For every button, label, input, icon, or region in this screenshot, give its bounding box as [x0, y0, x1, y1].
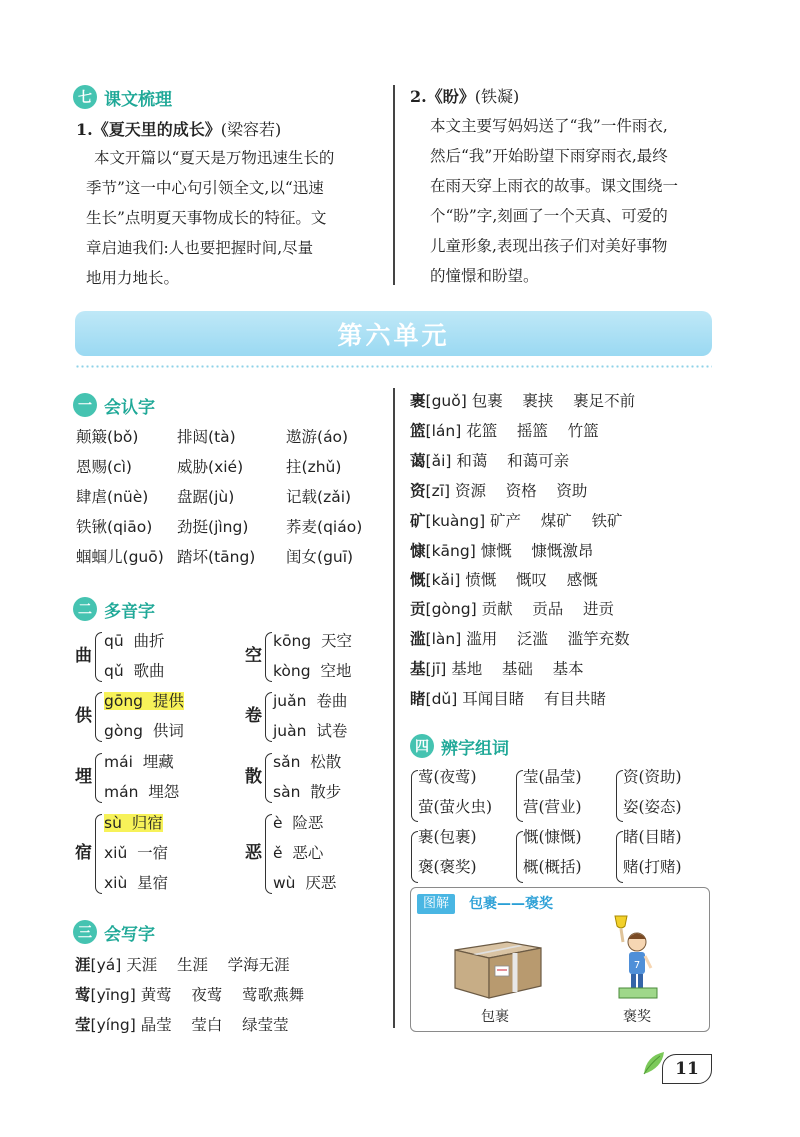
distinguish-item: 赌(打赌) — [623, 858, 682, 876]
polyphone-reading — [273, 868, 336, 898]
polyphone-reading — [273, 626, 352, 656]
word: 曲折 — [133, 632, 165, 650]
word: 荞麦 — [286, 518, 318, 536]
pinyin: è — [273, 814, 283, 832]
pinyin: kōng — [273, 632, 312, 650]
brace — [616, 770, 623, 822]
pinyin: sù — [104, 814, 122, 832]
write-entry: 贡[gòng] 贡献 贡品 进贡 — [410, 600, 614, 618]
pinyin: (bǒ) — [107, 428, 139, 446]
pinyin: (nüè) — [107, 488, 149, 506]
distinguish-item: 裹(包裹) — [418, 828, 477, 846]
illustration-caption: 包裹 — [481, 1009, 509, 1025]
brace — [95, 632, 102, 682]
pinyin: (zǎi) — [317, 488, 352, 506]
words: 晶莹 莹白 绿莹莹 — [140, 1016, 289, 1034]
distinguish-item: 营(营业) — [523, 798, 582, 816]
unit-banner — [75, 311, 712, 356]
brace — [516, 831, 523, 883]
award-icon — [603, 912, 673, 1004]
distinguish-item: 概(概括) — [523, 858, 582, 876]
pinyin: làn — [431, 630, 456, 648]
char: 滥 — [410, 630, 426, 648]
summary-line: 本文主要写妈妈送了“我”一件雨衣, — [430, 117, 668, 135]
brace — [516, 770, 523, 822]
pinyin: yá — [96, 956, 116, 974]
pinyin: xiù — [104, 874, 128, 892]
brace — [411, 770, 418, 822]
words: 包裹 裹挟 裹足不前 — [471, 392, 636, 410]
char: 蔼 — [410, 452, 426, 470]
lesson1-heading — [76, 117, 281, 140]
section-seven-header — [73, 84, 172, 110]
words: 基地 基础 基本 — [451, 660, 584, 678]
recognize-item — [76, 422, 138, 452]
recognize-item — [76, 482, 148, 512]
pinyin: mái — [104, 753, 133, 771]
word: 闺女 — [286, 548, 318, 566]
word: 颠簸 — [76, 428, 108, 446]
pinyin: xiǔ — [104, 844, 128, 862]
section-number-badge: 一 — [73, 393, 97, 417]
recognize-item — [177, 512, 248, 542]
pinyin: dǔ — [431, 690, 452, 708]
lesson2-heading — [410, 84, 519, 107]
polyphone-char: 宿 — [75, 843, 92, 863]
write-entry: 涯[yá] 天涯 生涯 学海无涯 — [75, 956, 290, 974]
polyphone-reading — [104, 716, 184, 746]
section-one-header — [73, 392, 155, 418]
pinyin: gōng — [104, 692, 143, 710]
summary-line: 本文开篇以“夏天是万物迅速生长的 — [94, 149, 335, 167]
char: 资 — [410, 482, 426, 500]
write-entry: 莹[yíng] 晶莹 莹白 绿莹莹 — [75, 1016, 289, 1034]
char: 莹 — [75, 1016, 91, 1034]
recognize-item — [177, 482, 234, 512]
polyphone-reading — [104, 686, 184, 716]
char: 基 — [410, 660, 426, 678]
polyphone-char: 空 — [245, 646, 262, 666]
distinguish-item: 资(资助) — [623, 768, 682, 786]
char: 莺 — [75, 986, 91, 1004]
svg-text:7: 7 — [633, 960, 641, 971]
recognize-item — [76, 512, 152, 542]
word: 威胁 — [177, 458, 209, 476]
section-title: 会写字 — [104, 924, 155, 945]
section-number-badge: 二 — [73, 597, 97, 621]
word: 踏坏 — [177, 548, 209, 566]
polyphone-reading — [273, 777, 341, 807]
word: 天空 — [320, 632, 352, 650]
pinyin: sǎn — [273, 753, 301, 771]
recognize-item — [286, 482, 351, 512]
words: 矿产 煤矿 铁矿 — [490, 512, 623, 530]
recognize-item — [76, 452, 132, 482]
lesson2-summary — [430, 111, 720, 291]
section-number-badge: 七 — [73, 85, 97, 109]
distinguish-item: 褒(褒奖) — [418, 858, 477, 876]
brace — [265, 692, 272, 742]
polyphone-reading — [104, 868, 168, 898]
words: 愤慨 慨叹 感慨 — [465, 571, 598, 589]
write-entry: 慨[kǎi] 愤慨 慨叹 感慨 — [410, 571, 598, 589]
pinyin: ě — [273, 844, 283, 862]
pinyin: yíng — [96, 1016, 130, 1034]
char: 涯 — [75, 956, 91, 974]
illustration-caption: 褒奖 — [623, 1009, 651, 1025]
summary-line: 章启迪我们:人也要把握时间,尽量 — [86, 239, 314, 257]
write-entry: 莺[yīng] 黄莺 夜莺 莺歌燕舞 — [75, 986, 305, 1004]
polyphone-reading — [104, 808, 163, 838]
words: 慷慨 慷慨激昂 — [480, 542, 594, 560]
word: 试卷 — [316, 722, 348, 740]
pinyin: (guō) — [122, 548, 164, 566]
word: 埋藏 — [142, 753, 174, 771]
pinyin: yīng — [96, 986, 130, 1004]
pinyin: qū — [104, 632, 124, 650]
word: 空地 — [320, 662, 352, 680]
char: 睹 — [410, 690, 426, 708]
write-entry: 裹[guǒ] 包裹 裹挟 裹足不前 — [410, 392, 636, 410]
section-title: 会认字 — [104, 397, 155, 418]
pinyin: sàn — [273, 783, 301, 801]
write-entry: 资[zī] 资源 资格 资助 — [410, 482, 588, 500]
polyphone-char: 埋 — [75, 767, 92, 787]
pinyin: (zhǔ) — [301, 458, 342, 476]
word: 记载 — [286, 488, 318, 506]
recognize-item — [286, 422, 348, 452]
pinyin: (tāng) — [208, 548, 256, 566]
words: 资源 资格 资助 — [455, 482, 588, 500]
brace — [411, 831, 418, 883]
recognize-item — [286, 512, 362, 542]
pinyin: juǎn — [273, 692, 307, 710]
pinyin: (xié) — [208, 458, 244, 476]
pinyin: (qiáo) — [317, 518, 363, 536]
char: 裹 — [410, 392, 426, 410]
lesson1-summary — [86, 143, 386, 293]
words: 黄莺 夜莺 莺歌燕舞 — [140, 986, 305, 1004]
pinyin: (tà) — [208, 428, 236, 446]
illustration-title: 包裹——褒奖 — [469, 896, 553, 912]
summary-line: 在雨天穿上雨衣的故事。课文围绕一 — [430, 177, 679, 195]
polyphone-reading — [273, 747, 341, 777]
word: 提供 — [152, 692, 184, 710]
pinyin: (áo) — [317, 428, 349, 446]
package-icon — [447, 932, 547, 1002]
brace — [95, 753, 102, 803]
distinguish-item: 莹(晶莹) — [523, 768, 582, 786]
word: 劲挺 — [177, 518, 209, 536]
recognize-item — [286, 542, 353, 572]
polyphone-reading — [104, 656, 165, 686]
summary-line: 儿童形象,表现出孩子们对美好事物 — [430, 237, 668, 255]
summary-line: 个“盼”字,刻画了一个天真、可爱的 — [430, 207, 668, 225]
word: 供词 — [152, 722, 184, 740]
word: 星宿 — [137, 874, 169, 892]
pinyin: juàn — [273, 722, 307, 740]
pinyin: kāng — [431, 542, 470, 560]
word: 拄 — [286, 458, 302, 476]
distinguish-item: 姿(姿态) — [623, 798, 682, 816]
write-entry: 滥[làn] 滥用 泛滥 滥竽充数 — [410, 630, 630, 648]
recognize-item — [286, 452, 341, 482]
words: 滥用 泛滥 滥竽充数 — [466, 630, 630, 648]
illustration-box — [410, 887, 710, 1032]
word: 埋怨 — [148, 783, 180, 801]
word: 厌恶 — [305, 874, 337, 892]
summary-line: 地用力地长。 — [86, 269, 180, 287]
lesson2-author: (铁凝) — [474, 87, 520, 106]
write-entry: 矿[kuàng] 矿产 煤矿 铁矿 — [410, 512, 623, 530]
dotted-divider — [75, 364, 712, 370]
word: 恶心 — [292, 844, 324, 862]
words: 天涯 生涯 学海无涯 — [126, 956, 290, 974]
brace — [95, 814, 102, 894]
word: 铁锹 — [76, 518, 108, 536]
words: 耳闻目睹 有目共睹 — [462, 690, 606, 708]
char: 慨 — [410, 571, 426, 589]
distinguish-item: 慨(慷慨) — [523, 828, 582, 846]
brace — [265, 753, 272, 803]
polyphone-reading — [273, 656, 351, 686]
distinguish-item: 睹(目睹) — [623, 828, 682, 846]
pinyin: (jìng) — [208, 518, 249, 536]
polyphone-char: 卷 — [245, 706, 262, 726]
brace — [95, 692, 102, 742]
word: 肆虐 — [76, 488, 108, 506]
section-two-header — [73, 596, 155, 622]
word: 一宿 — [137, 844, 169, 862]
pinyin: gòng — [431, 600, 471, 618]
polyphone-char: 恶 — [245, 843, 262, 863]
pinyin: qǔ — [104, 662, 124, 680]
polyphone-reading — [104, 747, 174, 777]
lesson2-title: 2.《盼》 — [410, 87, 475, 106]
word: 盘踞 — [177, 488, 209, 506]
word: 蝈蝈儿 — [76, 548, 123, 566]
recognize-item — [177, 452, 243, 482]
pinyin: (qiāo) — [107, 518, 153, 536]
section-four-header — [410, 733, 509, 759]
summary-line: 生长”点明夏天事物成长的特征。文 — [86, 209, 327, 227]
page-number: 11 — [662, 1054, 712, 1084]
brace — [265, 632, 272, 682]
lesson1-title: 1.《夏天里的成长》 — [76, 120, 221, 139]
polyphone-char: 曲 — [75, 646, 92, 666]
polyphone-char: 散 — [245, 767, 262, 787]
word: 归宿 — [131, 814, 163, 832]
words: 花篮 摇篮 竹篮 — [466, 422, 599, 440]
write-entry: 睹[dǔ] 耳闻目睹 有目共睹 — [410, 690, 606, 708]
pinyin: lán — [431, 422, 456, 440]
word: 险恶 — [292, 814, 324, 832]
summary-line: 的憧憬和盼望。 — [430, 267, 539, 285]
write-entry: 慷[kāng] 慷慨 慷慨激昂 — [410, 542, 594, 560]
section-title: 辨字组词 — [441, 738, 509, 759]
section-title: 课文梳理 — [104, 89, 172, 110]
pinyin: (cì) — [107, 458, 132, 476]
illustration-tag: 图解 — [417, 894, 455, 914]
section-number-badge: 四 — [410, 734, 434, 758]
column-divider — [393, 388, 395, 1028]
word: 遨游 — [286, 428, 318, 446]
pinyin: gòng — [104, 722, 143, 740]
section-three-header — [73, 919, 155, 945]
distinguish-item: 莺(夜莺) — [418, 768, 477, 786]
section-title: 多音字 — [104, 601, 155, 622]
words: 和蔼 和蔼可亲 — [456, 452, 570, 470]
recognize-item — [177, 422, 236, 452]
word: 排闼 — [177, 428, 209, 446]
pinyin: guǒ — [431, 392, 461, 410]
recognize-item — [177, 542, 255, 572]
pinyin: kòng — [273, 662, 311, 680]
summary-line: 然后“我”开始盼望下雨穿雨衣,最终 — [430, 147, 668, 165]
section-number-badge: 三 — [73, 920, 97, 944]
write-entry: 蔼[ǎi] 和蔼 和蔼可亲 — [410, 452, 570, 470]
char: 贡 — [410, 600, 426, 618]
polyphone-reading — [273, 838, 323, 868]
pinyin: wù — [273, 874, 296, 892]
polyphone-reading — [273, 716, 347, 746]
brace — [616, 831, 623, 883]
word: 松散 — [310, 753, 342, 771]
write-entry: 基[jī] 基地 基础 基本 — [410, 660, 584, 678]
word: 歌曲 — [133, 662, 165, 680]
distinguish-item: 萤(萤火虫) — [418, 798, 493, 816]
pinyin: ǎi — [431, 452, 446, 470]
write-entry: 篮[lán] 花篮 摇篮 竹篮 — [410, 422, 599, 440]
column-divider — [393, 85, 395, 285]
char: 慷 — [410, 542, 426, 560]
char: 篮 — [410, 422, 426, 440]
words: 贡献 贡品 进贡 — [481, 600, 614, 618]
char: 矿 — [410, 512, 426, 530]
pinyin: mán — [104, 783, 139, 801]
pinyin: kuàng — [431, 512, 480, 530]
pinyin: kǎi — [431, 571, 455, 589]
pinyin: (jù) — [208, 488, 235, 506]
recognize-item — [76, 542, 164, 572]
polyphone-char: 供 — [75, 706, 92, 726]
polyphone-reading — [273, 808, 323, 838]
polyphone-reading — [104, 626, 165, 656]
polyphone-reading — [104, 838, 168, 868]
pinyin: jī — [431, 660, 441, 678]
unit-title: 第六单元 — [337, 320, 450, 350]
word: 散步 — [310, 783, 342, 801]
lesson1-author: (梁容若) — [220, 120, 282, 139]
polyphone-reading — [273, 686, 347, 716]
pinyin: (guī) — [317, 548, 354, 566]
brace — [265, 814, 272, 894]
pinyin: zī — [431, 482, 445, 500]
word: 恩赐 — [76, 458, 108, 476]
polyphone-reading — [104, 777, 179, 807]
word: 卷曲 — [316, 692, 348, 710]
summary-line: 季节”这一中心句引领全文,以“迅速 — [86, 179, 324, 197]
